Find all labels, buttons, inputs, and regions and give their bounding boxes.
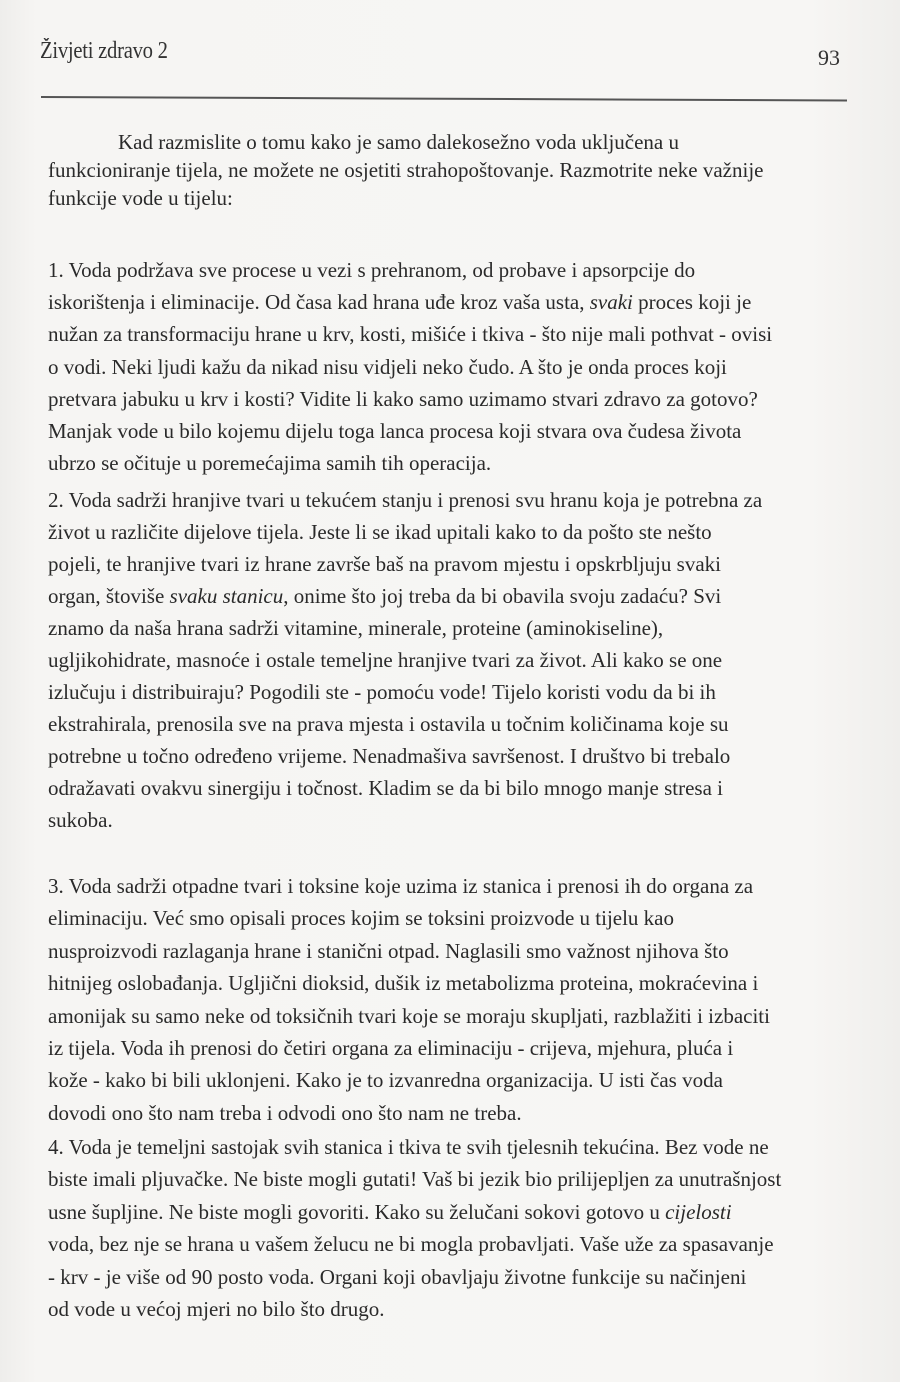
italic-emphasis: cijelosti bbox=[665, 1199, 732, 1224]
text-line: - krv - je više od 90 posto voda. Organi koji obavljaju životne funkcije su načinjeni bbox=[48, 1264, 747, 1289]
text-line: ekstrahirala, prenosila sve na prava mjesta i ostavila u točnim količinama koje su bbox=[48, 712, 729, 736]
text-line: biste imali pljuvačke. Ne biste mogli gutati! Vaš bi jezik bio prilijepljen za unutrašnjost bbox=[48, 1167, 782, 1192]
text-line: funkcije vode u tijelu: bbox=[48, 186, 233, 210]
page-number: 93 bbox=[818, 45, 840, 70]
text-line: od vode u većoj mjeri no bilo što drugo. bbox=[48, 1297, 385, 1321]
text-line: usne šupljine. Ne biste mogli govoriti. Kako su želučani sokovi gotovo u cijelosti bbox=[48, 1199, 732, 1224]
text-line: iskorištenja i eliminacije. Od časa kad hrana uđe kroz vaša usta, svaki proces koji je bbox=[48, 290, 752, 315]
italic-emphasis: svaki bbox=[589, 290, 633, 315]
text-line: 4. Voda je temeljni sastojak svih stanica i tkiva te svih tjelesnih tekućina. Bez vode ne bbox=[48, 1135, 769, 1159]
text-line: potrebne u točno određeno vrijeme. Nenadmašiva savršenost. I društvo bi trebalo bbox=[48, 744, 731, 768]
header-divider bbox=[41, 96, 847, 102]
text-line: amonijak su samo neke od toksičnih tvari koje se moraju skupljati, razblažiti i izbaciti bbox=[48, 1003, 770, 1028]
text-line: nužan za transformaciju hrane u krv, kosti, mišiće i tkiva - što nije mali pothvat - ovisi bbox=[48, 322, 773, 347]
text-line: funkcioniranje tijela, ne možete ne osjetiti strahopoštovanje. Razmotrite neke važnije bbox=[48, 158, 764, 182]
running-header-title: Živjeti zdravo 2 bbox=[40, 38, 168, 64]
text-line: odražavati ovakvu sinergiju i točnost. Kladim se da bi bilo mnogo manje stresa i bbox=[48, 776, 723, 800]
text-line: pretvara jabuku u krv i kosti? Vidite li kako samo uzimamo stvari zdravo za gotovo? bbox=[48, 386, 758, 411]
text-line: Kad razmislite o tomu kako je samo dalekosežno voda uključena u bbox=[118, 130, 680, 154]
text-line: nusproizvodi razlaganja hrane i stanični otpad. Naglasili smo važnost njihova što bbox=[48, 938, 729, 963]
text-line: 2. Voda sadrži hranjive tvari u tekućem stanju i prenosi svu hranu koja je potrebna za bbox=[48, 488, 763, 512]
text-line: ugljikohidrate, masnoće i ostale temeljne hranjive tvari za život. Ali kako se one bbox=[48, 648, 723, 672]
text-line: život u različite dijelove tijela. Jeste li se ikad upitali kako to da pošto ste nešto bbox=[48, 520, 712, 544]
text-line: voda, bez nje se hrana u vašem želucu ne bi mogla probavljati. Vaše uže za spasavanje bbox=[48, 1232, 774, 1257]
text-line: sukoba. bbox=[48, 808, 113, 832]
text-line: znamo da naša hrana sadrži vitamine, minerale, proteine (aminokiseline), bbox=[48, 616, 664, 640]
text-line: 1. Voda podržava sve procese u vezi s prehranom, od probave i apsorpcije do bbox=[48, 258, 696, 282]
text-line: iz tijela. Voda ih prenosi do četiri organa za eliminaciju - crijeva, mjehura, pluća i bbox=[48, 1036, 734, 1060]
text-line: 3. Voda sadrži otpadne tvari i toksine koje uzima iz stanica i prenosi ih do organa za bbox=[48, 874, 754, 898]
text-line: kože - kako bi bili uklonjeni. Kako je to izvanredna organizacija. U isti čas voda bbox=[48, 1068, 723, 1093]
text-line: o vodi. Neki ljudi kažu da nikad nisu vidjeli neko čudo. A što je onda proces koji bbox=[48, 354, 727, 379]
text-line: Manjak vode u bilo kojemu dijelu toga lanca procesa koji stvara ova čudesa života bbox=[48, 419, 742, 443]
text-line: organ, štoviše svaku stanicu, onime što joj treba da bi obavila svoju zadaću? Svi bbox=[48, 584, 722, 608]
text-line: izlučuju i distribuiraju? Pogodili ste - pomoću vode! Tijelo koristi vodu da bi ih bbox=[48, 680, 716, 704]
text-line: hitnijeg oslobađanja. Ugljični dioksid, dušik iz metabolizma proteina, mokraćevina i bbox=[48, 971, 759, 996]
text-line: ubrzo se očituje u poremećajima samih tih operacija. bbox=[48, 451, 492, 476]
text-line: eliminaciju. Već smo opisali proces kojim se toksini proizvode u tijelu kao bbox=[48, 906, 675, 931]
italic-emphasis: svaku stanicu bbox=[169, 584, 284, 608]
text-line: dovodi ono što nam treba i odvodi ono što nam ne treba. bbox=[48, 1100, 522, 1125]
text-line: pojeli, te hranjive tvari iz hrane završe baš na pravom mjestu i opskrbljuju svaki bbox=[48, 552, 721, 576]
